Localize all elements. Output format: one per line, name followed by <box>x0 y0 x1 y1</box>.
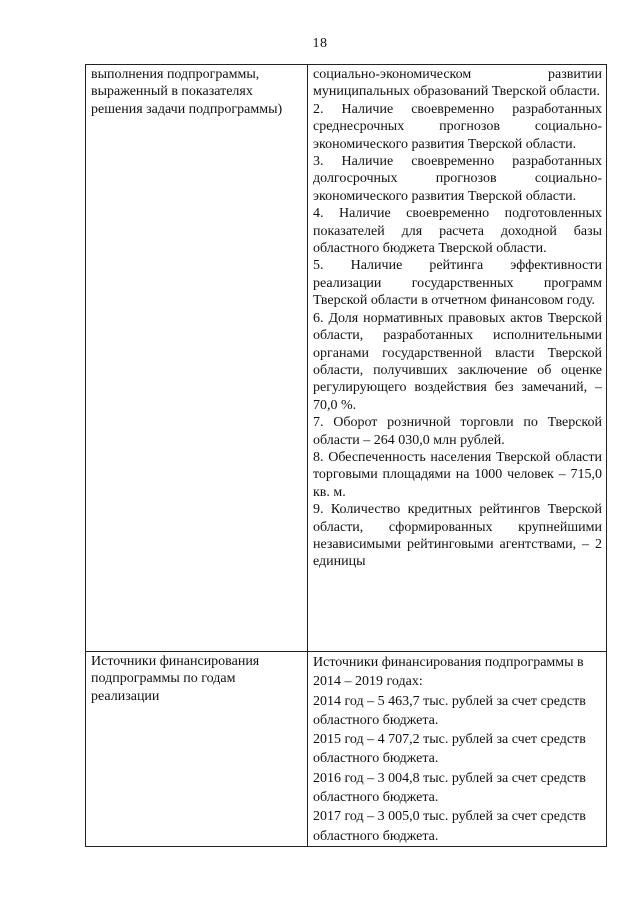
row-label-funding: Источники финансирования подпрограммы по годам реализации <box>86 652 308 847</box>
page-number: 18 <box>312 36 328 51</box>
indicator-paragraph: 6. Доля нормативных правовых актов Тверской области, разработанных исполнительными органами государственной власти Тверской области, получивших заключение об оценке регулирующего воздействия без замечаний, – 70,0 %. <box>313 310 602 413</box>
table-row-indicators <box>86 65 607 652</box>
funding-paragraph: 2017 год – 3 005,0 тыс. рублей за счет средств областного бюджета. <box>313 809 586 844</box>
indicator-paragraph: 8. Обеспеченность населения Тверской области торговыми площадями на 1000 человек – 715,0 кв. м. <box>313 449 602 500</box>
indicator-paragraph: 9. Количество кредитных рейтингов Тверской области, сформированных крупнейшими независимыми рейтинговыми агентствами, – 2 единицы <box>313 502 602 570</box>
row-content-indicators <box>308 65 607 652</box>
table-row-funding <box>86 652 607 847</box>
indicator-paragraph: 7. Оборот розничной торговли по Тверской области – 264 030,0 млн рублей. <box>313 415 602 448</box>
indicator-paragraph: 2. Наличие своевременно разработанных среднесрочных прогнозов социально-экономического развития Тверской области. <box>313 101 602 152</box>
indicator-paragraph: 4. Наличие своевременно подготовленных показателей для расчета доходной базы областного бюджета Тверской области. <box>313 206 602 257</box>
funding-paragraph: 2015 год – 4 707,2 тыс. рублей за счет средств областного бюджета. <box>313 732 586 767</box>
funding-paragraph: 2016 год – 3 004,8 тыс. рублей за счет средств областного бюджета. <box>313 770 586 806</box>
funding-paragraph: Источники финансирования подпрограммы в 2014 – 2019 годах: <box>313 655 584 690</box>
indicator-paragraph: 5. Наличие рейтинга эффективности реализации государственных программ Тверской области в отчетном финансовом году. <box>313 258 602 309</box>
funding-paragraph: 2014 год – 5 463,7 тыс. рублей за счет средств областного бюджета. <box>313 693 586 728</box>
indicator-paragraph: социально-экономическом развитии муниципальных образований Тверской области. <box>313 67 602 100</box>
indicator-paragraph: 3. Наличие своевременно разработанных долгосрочных прогнозов социально-экономического развития Тверской области. <box>313 154 602 204</box>
subprogram-passport-table <box>85 64 607 847</box>
row-content-funding <box>308 652 607 847</box>
row-label-indicators: выполнения подпрограммы, выраженный в показателях решения задачи подпрограммы) <box>86 65 308 652</box>
